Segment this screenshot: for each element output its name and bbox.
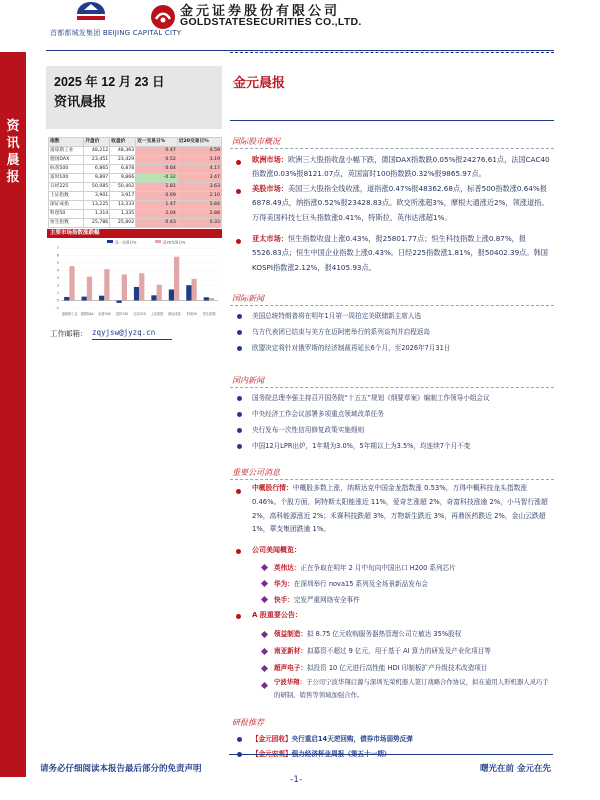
bullet-icon: [237, 396, 242, 401]
diamond-bullet-icon: [261, 596, 268, 603]
table-row: [49, 183, 222, 192]
table-cell: 0.64: [136, 165, 178, 174]
table-cell: 1.47: [136, 201, 178, 210]
bar-1d-0: [64, 297, 69, 301]
table-header-row: [49, 138, 222, 147]
table-cell: 1,335: [110, 210, 136, 219]
table-cell: -0.32: [136, 174, 178, 183]
table-cell: 3,917: [110, 192, 136, 201]
bar-1d-3: [116, 301, 121, 303]
section-title-research: 研报推荐: [232, 718, 264, 727]
table-cell: 6,878: [110, 165, 136, 174]
bar-20d-1: [87, 277, 92, 301]
table-cell: 4.17: [177, 165, 221, 174]
header-rule: [46, 50, 554, 51]
bullet-icon: [237, 444, 242, 449]
bar-1d-5: [151, 295, 156, 300]
bar-20d-4: [139, 273, 144, 300]
table-cell: 50,085: [84, 183, 110, 192]
bullet-icon: [237, 412, 242, 417]
y-tick-label: 3: [56, 276, 59, 281]
y-tick-label: 5: [56, 261, 59, 266]
table-cell: 科创50: [49, 210, 84, 219]
bar-20d-3: [122, 274, 127, 300]
company-dynamic-item: 华为：在深圳举行 nova15 系列及全场景新品发布会: [274, 580, 429, 588]
legend-label: 近一交易日%: [115, 240, 137, 245]
intl-news-item: 欧盟决定将针对俄罗斯的经济制裁再延长6个月，至2026年7月31日: [252, 344, 451, 352]
table-cell: 25,802: [110, 219, 136, 228]
table-cell: 3.47: [177, 174, 221, 183]
y-tick-label: 2: [56, 283, 59, 288]
table-cell: 48,212: [84, 147, 110, 156]
bar-20d-6: [174, 257, 179, 301]
bar-1d-8: [204, 297, 209, 300]
dom-news-item: 中央经济工作会议部署多项重点领域改革任务: [252, 410, 384, 418]
bar-1d-7: [186, 285, 191, 300]
section-rule: [230, 305, 554, 306]
bar-1d-1: [82, 297, 87, 301]
section-title-intl-market: 国际股市概况: [232, 137, 280, 146]
table-cell: 0.33: [177, 219, 221, 228]
goldstate-logo: [150, 4, 176, 30]
bullet-icon: [236, 160, 241, 165]
company-dynamics-title: 公司美闻概览：: [252, 546, 301, 554]
dom-news-item: 国务院总理李强主持召开国务院“十五五”规划《纲要草案》编制工作领导小组会议: [252, 394, 490, 402]
section-rule: [230, 387, 554, 388]
table-cell: 德国DAX: [49, 156, 84, 165]
doc-type: 资讯晨报: [54, 95, 107, 110]
diamond-bullet-icon: [261, 648, 268, 655]
table-cell: 恒生指数: [49, 219, 84, 228]
bullet-icon: [236, 189, 241, 194]
intl-market-europe: 欧洲市场：欧洲三大股指收盘小幅下跌，德国DAX指数跌0.05%报24276.61点，法国CAC40指数涨0.03%报8121.07点，英国富时100指数跌0.32%报9865.97点。: [252, 155, 550, 179]
bar-20d-5: [157, 285, 162, 301]
table-cell: 9,897: [84, 174, 110, 183]
section-title-intl-news: 国际新闻: [232, 294, 264, 303]
bullet-icon: [236, 549, 241, 554]
diamond-bullet-icon: [261, 665, 268, 672]
table-cell: 0.69: [136, 192, 178, 201]
table-cell: 1,314: [84, 210, 110, 219]
a-share-title: A 股重要公告：: [252, 611, 302, 619]
section-rule: [230, 479, 554, 480]
x-tick-label: 上证指数: [150, 312, 164, 316]
table-cell: 4.59: [177, 147, 221, 156]
x-tick-label: 科创50: [186, 312, 198, 316]
table-cell: 48,363: [110, 147, 136, 156]
intl-news-item: 乌方代表团已结束与美方在迈阿密举行的系列谈判并启程返岛: [252, 328, 431, 336]
bar-20d-0: [69, 266, 74, 300]
company-name-en: GOLDSTATESECURITIES CO.,LTD.: [180, 16, 362, 28]
table-row: [49, 174, 222, 183]
table-cell: 深证成指: [49, 201, 84, 210]
bar-1d-4: [134, 287, 139, 301]
table-cell: 2.88: [177, 210, 221, 219]
table-cell: 9,866: [110, 174, 136, 183]
header-dashed-rule: [230, 52, 554, 53]
bar-20d-7: [191, 279, 196, 301]
table-cell: 标普500: [49, 165, 84, 174]
bar-20d-8: [209, 298, 214, 300]
table-row: [49, 147, 222, 156]
table-header-cell: 近20交易日%: [177, 138, 221, 147]
table-cell: 日经225: [49, 183, 84, 192]
a-share-item: 宁波华翔：子公司宁波华翔启源与深圳光荣机器人签订战略合作协议，拟在通用人形机器人灵巧手的研制、销售等领域加强合作。: [274, 678, 549, 699]
intl-market-asia: 亚太市场：恒生指数收盘上涨0.43%，报25801.77点；恒生科技指数上涨0.87%，报5526.83点；恒生中国企业指数上涨0.43%。日经225指数涨1.81%，报50402.39点。韩国KOSPI指数涨2.12%，报4105.93点。: [252, 234, 548, 272]
research-link[interactable]: 【金元固收】央行重启14天逆回购，债券市场弱势反弹: [252, 735, 413, 743]
intl-news-item: 美国总统特朗普将在明年1月第一周拍定美联储新主席人选: [252, 312, 422, 320]
author-label: 工作邮箱：: [50, 329, 88, 338]
research-link[interactable]: 【金元宏观】强力经济杯业周报（第五十一期）: [252, 750, 391, 758]
sidebar-vertical-title: 资讯晨报: [6, 119, 20, 185]
company-concept-stocks: 中概股行情：中概股多数上涨，纳斯达克中国金龙指数涨 0.53%，万得中概科技龙头指数涨 0.46%。个股方面，阿特斯太阳能涨近 11%，爱奇艺涨超 2%，奇富科技涨逾 2%，小马智行涨超 2%，高科能源涨近 2%；禾赛科技跌超 3%，万物新生跌近 3%，再鼎医药跌近 2%，金山云跌超 1%，華支集团跌逾 1%。: [252, 484, 548, 534]
legend-swatch: [155, 240, 161, 243]
a-share-item: 领益制造：拟 8.75 亿元收购服务器热管理公司立敏达 35%股权: [274, 630, 462, 638]
a-share-item: 超声电子：拟投资 10 亿元进行高性能 HDI 印制板扩产升级技术改造项目: [274, 664, 488, 672]
bullet-icon: [237, 346, 242, 351]
diamond-bullet-icon: [261, 564, 268, 571]
table-cell: 25,786: [84, 219, 110, 228]
diamond-bullet-icon: [261, 631, 268, 638]
table-row: [49, 219, 222, 228]
bar-1d-6: [169, 289, 174, 300]
table-cell: 3.63: [177, 183, 221, 192]
dom-news-item: 央行发布一次性信用修复政策实施细则: [252, 426, 365, 434]
table-cell: 0.43: [136, 219, 178, 228]
table-cell: 13,333: [110, 201, 136, 210]
dom-news-item: 中国12月LPR出炉，1年期为3.0%，5年期以上为3.5%，均连续7个月不变: [252, 442, 471, 450]
page-number: -1-: [290, 775, 303, 785]
footer-rule: [229, 754, 553, 755]
table-row: [49, 192, 222, 201]
bar-20d-2: [104, 269, 109, 300]
table-row: [49, 156, 222, 165]
y-tick-label: 7: [56, 246, 59, 251]
x-tick-label: 深证成指: [168, 312, 181, 316]
table-cell: 0.47: [136, 147, 178, 156]
company-dynamic-item: 快手：完发严重网络安全事件: [274, 596, 360, 604]
index-change-chart: [47, 238, 222, 318]
x-tick-label: 标普500: [98, 312, 111, 316]
chart-title: 主要市场指数涨跌幅: [50, 230, 100, 236]
table-header-cell: 近一交易日%: [136, 138, 178, 147]
table-row: [49, 201, 222, 210]
table-cell: 13,225: [84, 201, 110, 210]
table-cell: 3,901: [84, 192, 110, 201]
y-tick-label: 0: [56, 298, 59, 303]
x-tick-label: 道琼斯工业: [61, 312, 78, 316]
section-title-company: 重要公司消息: [232, 468, 280, 477]
title-rule: [230, 120, 554, 121]
table-header-cell: 指数: [49, 138, 84, 147]
table-cell: 5.84: [177, 201, 221, 210]
x-tick-label: 富时100: [115, 312, 129, 316]
y-tick-label: 1: [56, 291, 59, 296]
table-cell: 0.52: [136, 156, 178, 165]
bullet-icon: [236, 614, 241, 619]
table-cell: 1.81: [136, 183, 178, 192]
bullet-icon: [237, 737, 242, 742]
y-tick-label: 6: [56, 253, 59, 258]
y-tick-label: 4: [56, 268, 59, 273]
author-underline: [92, 339, 172, 340]
table-row: [49, 165, 222, 174]
section-rule: [230, 148, 554, 149]
company-dynamic-item: 英伟达：正在争取在明年 2 月中旬向中国出口 H200 系列芯片: [274, 564, 456, 572]
footer-slogan: 曙光在前 金元在先: [480, 764, 551, 774]
legend-label: 近20交易日%: [163, 240, 186, 245]
table-cell: 上证指数: [49, 192, 84, 201]
table-cell: 50,402: [110, 183, 136, 192]
bullet-icon: [236, 239, 241, 244]
table-cell: 2.10: [177, 192, 221, 201]
table-row: [49, 210, 222, 219]
section-title-dom-news: 国内新闻: [232, 376, 264, 385]
left-logo-subtitle: 首都都城发集团 BEIJING CAPITAL CITY: [50, 29, 182, 37]
bullet-icon: [237, 428, 242, 433]
diamond-bullet-icon: [261, 580, 268, 587]
a-share-item: 南亚新材：拟募资不超过 9 亿元，用于基于 AI 算力的研发及产业化项目等: [274, 647, 491, 655]
diamond-bullet-icon: [261, 682, 268, 689]
market-index-table: [48, 137, 222, 228]
report-date: 2025 年 12 月 23 日: [54, 75, 165, 89]
bar-1d-2: [99, 296, 104, 301]
table-cell: 道琼斯工业: [49, 147, 84, 156]
table-cell: 23,429: [110, 156, 136, 165]
table-header-cell: 收盘价: [110, 138, 136, 147]
y-tick-label: -1: [55, 306, 59, 311]
intl-market-us: 美股市场：美国三大股指全线收涨，道指涨0.47%报48362.68点，标普500指数涨0.64%报6878.49点，纳指涨0.52%报23428.83点。欧交所涨超3%，摩根大通涨近2%，领涨道指。万得美国科技七巨头指数涨0.41%，特斯拉、英伟达涨超1%。: [252, 184, 549, 222]
legend-swatch: [107, 240, 113, 243]
table-cell: 2.04: [136, 210, 178, 219]
capital-city-group-logo: [64, 0, 118, 28]
author-email-link[interactable]: zqyjsw@jyzq.cn: [92, 328, 156, 337]
table-cell: 3.19: [177, 156, 221, 165]
table-cell: 6,865: [84, 165, 110, 174]
footer-disclaimer: 请务必仔细阅读本报告最后部分的免责声明: [40, 764, 202, 774]
page-title: 金元晨报: [233, 76, 286, 91]
bullet-icon: [236, 489, 241, 494]
x-tick-label: 德国DAX: [80, 312, 94, 316]
table-cell: 23,451: [84, 156, 110, 165]
company-name-cn: 金元证券股份有限公司: [180, 4, 341, 19]
bullet-icon: [237, 330, 242, 335]
x-tick-label: 日经225: [133, 312, 146, 316]
table-cell: 富时100: [49, 174, 84, 183]
x-tick-label: 恒生指数: [202, 312, 216, 316]
table-header-cell: 开盘价: [84, 138, 110, 147]
bullet-icon: [237, 314, 242, 319]
